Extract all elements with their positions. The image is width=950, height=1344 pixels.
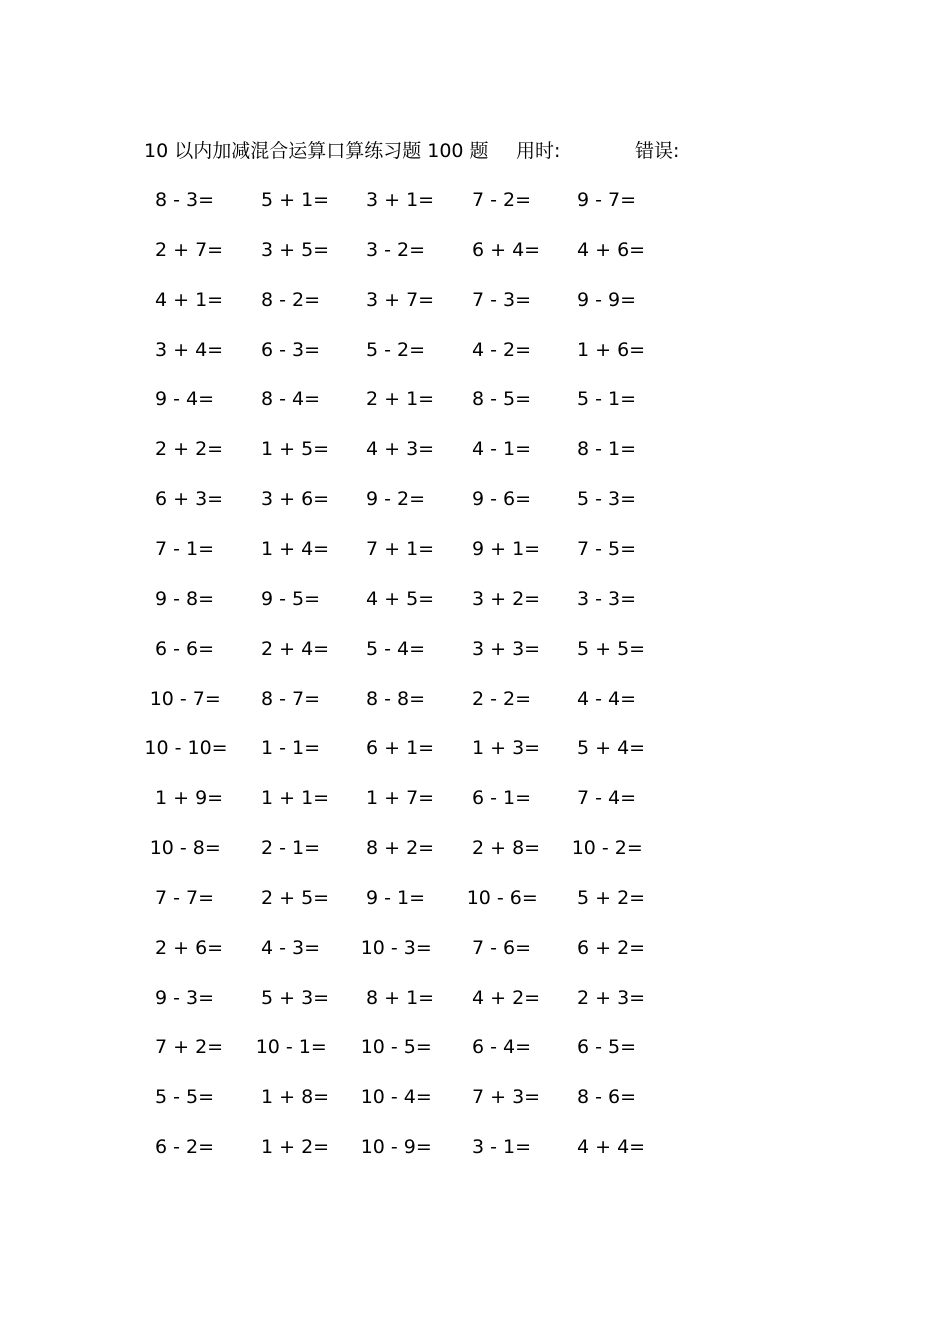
problem-item: 3 + 4= <box>155 338 224 361</box>
problem-item: 8 - 6= <box>577 1086 637 1109</box>
problem-item: 6 + 3= <box>155 488 224 511</box>
problem-item: 8 - 2= <box>261 288 321 311</box>
problem-item: 10 - 2= <box>571 837 643 860</box>
problem-item: 2 + 1= <box>366 388 435 411</box>
problem-item: 4 + 6= <box>577 238 646 261</box>
problem-item: 4 - 1= <box>472 438 532 461</box>
problem-item: 2 + 4= <box>261 637 330 660</box>
problem-item: 5 + 2= <box>577 886 646 909</box>
problem-item: 8 - 8= <box>366 687 426 710</box>
problem-item: 7 - 3= <box>472 288 532 311</box>
problem-item: 4 - 3= <box>261 936 321 959</box>
problem-item: 1 + 2= <box>261 1136 330 1159</box>
problem-item: 10 - 7= <box>149 687 221 710</box>
problem-item: 10 - 6= <box>466 886 538 909</box>
problem-item: 9 - 3= <box>155 986 215 1009</box>
problem-item: 9 - 8= <box>155 587 215 610</box>
problem-item: 1 - 1= <box>261 737 321 760</box>
problem-item: 4 + 3= <box>366 438 435 461</box>
problem-item: 3 + 5= <box>261 238 330 261</box>
problem-item: 3 + 3= <box>472 637 541 660</box>
problem-item: 9 - 5= <box>261 587 321 610</box>
problem-item: 3 + 6= <box>261 488 330 511</box>
problem-item: 4 + 4= <box>577 1136 646 1159</box>
problem-item: 7 - 6= <box>472 936 532 959</box>
problem-item: 6 + 1= <box>366 737 435 760</box>
problem-item: 6 - 6= <box>155 637 215 660</box>
problem-item: 9 - 2= <box>366 488 426 511</box>
problem-item: 10 - 3= <box>360 936 432 959</box>
problem-item: 5 - 1= <box>577 388 637 411</box>
problem-item: 8 - 1= <box>577 438 637 461</box>
problem-item: 9 - 1= <box>366 886 426 909</box>
problem-item: 7 + 1= <box>366 537 435 560</box>
problem-item: 8 + 2= <box>366 837 435 860</box>
time-label: 用时: <box>516 140 561 162</box>
problem-item: 8 - 7= <box>261 687 321 710</box>
problem-item: 7 + 2= <box>155 1036 224 1059</box>
problem-item: 7 + 3= <box>472 1086 541 1109</box>
problem-item: 5 - 3= <box>577 488 637 511</box>
problem-item: 3 + 1= <box>366 189 435 211</box>
problem-item: 5 - 4= <box>366 637 426 660</box>
problem-item: 2 + 7= <box>155 238 224 261</box>
problem-item: 5 + 3= <box>261 986 330 1009</box>
problem-item: 7 - 2= <box>472 189 532 211</box>
problem-item: 1 + 9= <box>155 787 224 810</box>
problem-item: 7 - 1= <box>155 537 215 560</box>
problem-item: 10 - 5= <box>360 1036 432 1059</box>
problem-item: 3 + 2= <box>472 587 541 610</box>
problem-item: 4 + 5= <box>366 587 435 610</box>
problem-item: 6 - 3= <box>261 338 321 361</box>
problem-item: 7 - 7= <box>155 886 215 909</box>
problem-item: 2 - 2= <box>472 687 532 710</box>
problem-item: 2 + 3= <box>577 986 646 1009</box>
errors-label: 错误: <box>635 140 680 162</box>
problem-item: 8 - 5= <box>472 388 532 411</box>
problem-item: 8 + 1= <box>366 986 435 1009</box>
problem-item: 1 + 6= <box>577 338 646 361</box>
problem-item: 8 - 4= <box>261 388 321 411</box>
problem-item: 3 - 2= <box>366 238 426 261</box>
problem-item: 10 - 8= <box>149 837 221 860</box>
problem-item: 5 + 1= <box>261 189 330 211</box>
problem-item: 6 - 2= <box>155 1136 215 1159</box>
problem-item: 2 + 8= <box>472 837 541 860</box>
problem-item: 10 - 1= <box>255 1036 327 1059</box>
problem-item: 6 - 4= <box>472 1036 532 1059</box>
problem-item: 3 - 3= <box>577 587 637 610</box>
problem-item: 6 + 4= <box>472 238 541 261</box>
problem-item: 10 - 9= <box>360 1136 432 1159</box>
problem-item: 6 - 5= <box>577 1036 637 1059</box>
problem-item: 1 + 3= <box>472 737 541 760</box>
problem-item: 9 - 9= <box>577 288 637 311</box>
problem-item: 5 + 4= <box>577 737 646 760</box>
problem-item: 10 - 10= <box>144 737 228 760</box>
problem-item: 4 - 2= <box>472 338 532 361</box>
problem-item: 2 + 2= <box>155 438 224 461</box>
problem-item: 5 - 2= <box>366 338 426 361</box>
problem-item: 6 + 2= <box>577 936 646 959</box>
problem-item: 9 + 1= <box>472 537 541 560</box>
problem-item: 9 - 4= <box>155 388 215 411</box>
problem-item: 5 - 5= <box>155 1086 215 1109</box>
problem-item: 1 + 4= <box>261 537 330 560</box>
problem-item: 4 - 4= <box>577 687 637 710</box>
problem-item: 6 - 1= <box>472 787 532 810</box>
problem-item: 9 - 7= <box>577 189 637 211</box>
problem-item: 7 - 4= <box>577 787 637 810</box>
problem-item: 1 + 5= <box>261 438 330 461</box>
worksheet-title: 10 以内加减混合运算口算练习题 100 题 <box>144 140 489 162</box>
problem-item: 2 + 5= <box>261 886 330 909</box>
problem-item: 8 - 3= <box>155 189 215 211</box>
problem-item: 7 - 5= <box>577 537 637 560</box>
problem-item: 9 - 6= <box>472 488 532 511</box>
problem-item: 5 + 5= <box>577 637 646 660</box>
problem-item: 3 + 7= <box>366 288 435 311</box>
problem-item: 2 - 1= <box>261 837 321 860</box>
problem-item: 10 - 4= <box>360 1086 432 1109</box>
problem-item: 1 + 1= <box>261 787 330 810</box>
problem-item: 2 + 6= <box>155 936 224 959</box>
problem-item: 4 + 1= <box>155 288 224 311</box>
problem-item: 4 + 2= <box>472 986 541 1009</box>
problem-item: 1 + 7= <box>366 787 435 810</box>
problem-item: 1 + 8= <box>261 1086 330 1109</box>
problem-item: 3 - 1= <box>472 1136 532 1159</box>
